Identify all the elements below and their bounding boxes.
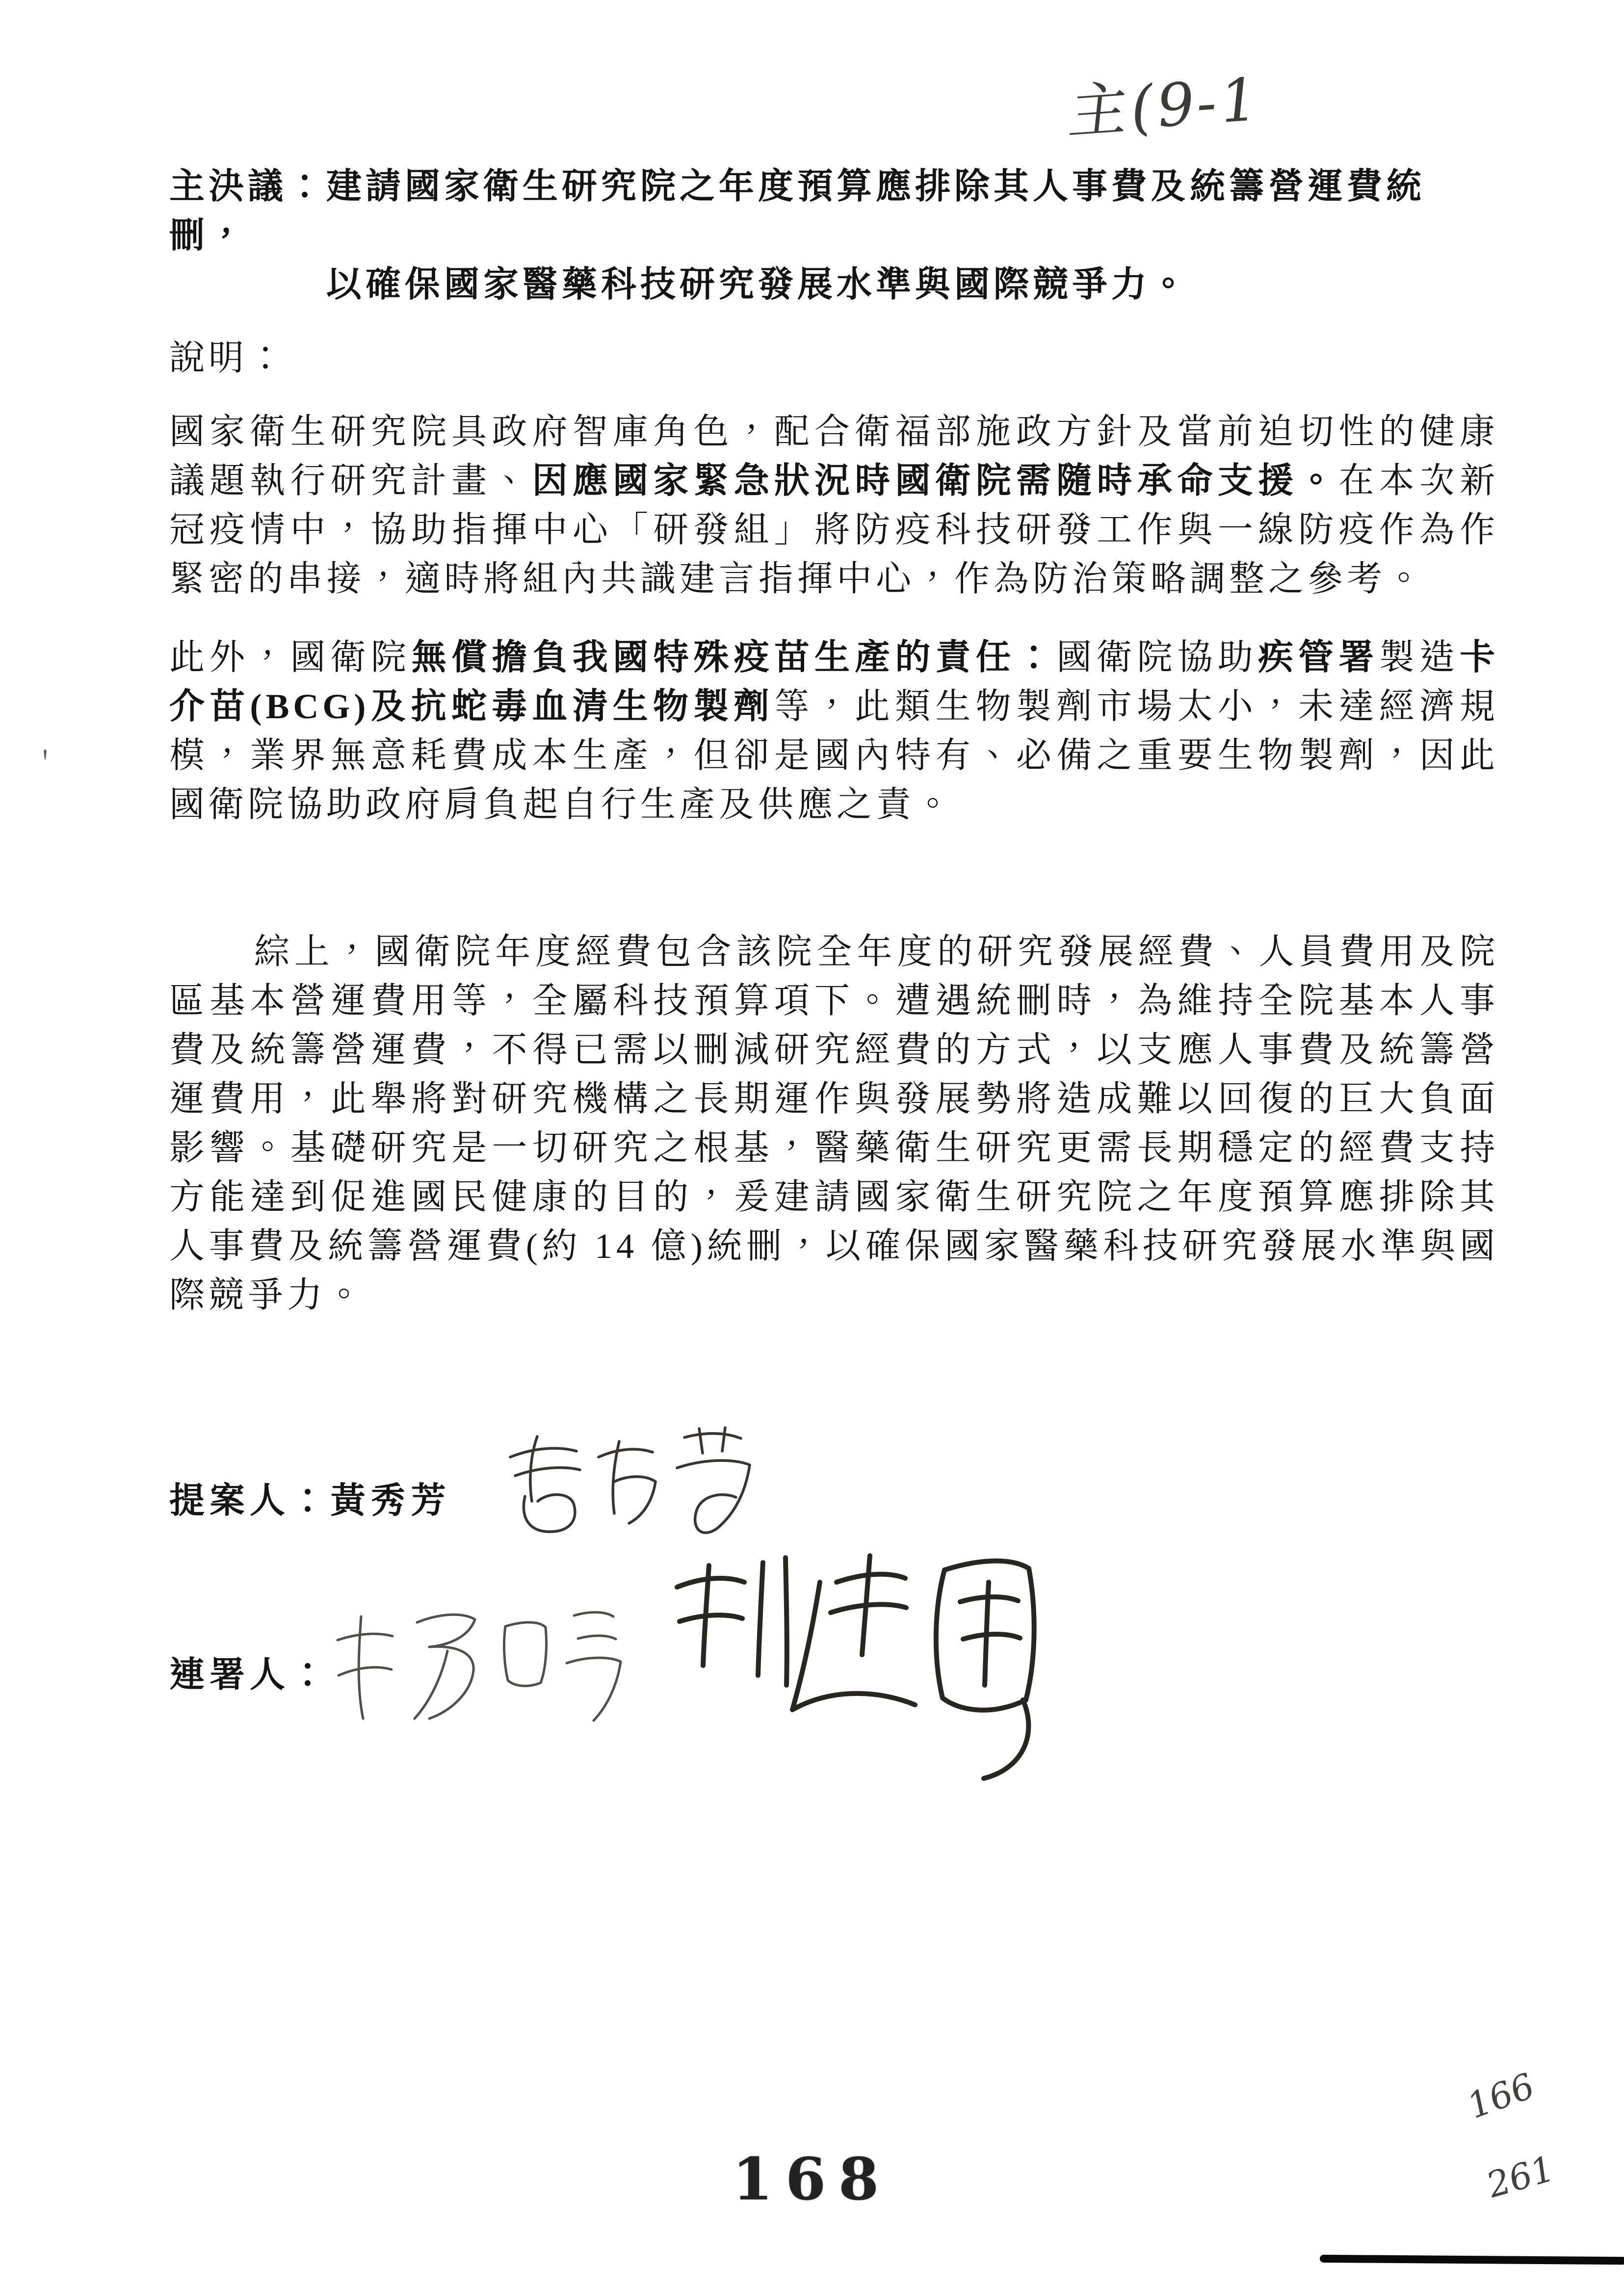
explanation-label: 說明：: [169, 339, 288, 378]
text-segment: 等，此類生物製劑市場太小，未達經濟規模，業界無意耗費成本生產，但卻是國內特有、必備之重要生物製劑，因此國衛院協助政府肩負起自行生產及供應之責。: [169, 687, 1499, 824]
resolution-label: 主決議：: [169, 167, 327, 206]
stray-scan-mark: ＇: [30, 747, 60, 782]
cosigner-signature-yang-yao: [319, 1592, 633, 1739]
text-segment: 製造: [1379, 638, 1460, 677]
resolution-line-1: [169, 162, 1499, 260]
resolution-heading: [169, 162, 1499, 309]
resolution-text-line2: 以確保國家醫藥科技研究發展水準與國際競爭力。: [326, 265, 1190, 304]
text-segment: 無償擔負我國特殊疫苗生產的責任：: [411, 638, 1057, 677]
text-segment: 此外，國衛院: [169, 638, 412, 677]
page-number-stamp: 168: [732, 2145, 892, 2213]
resolution-text-line1: 建請國家衛生研究院之年度預算應排除其人事費及統籌營運費統刪，: [169, 167, 1426, 255]
cosigner-signature-liu-chien-kuo: [630, 1523, 1062, 1798]
handwritten-annotation-bottom-right-bottom: 261: [1485, 2147, 1556, 2207]
scan-artifact-line: [1320, 2255, 1624, 2265]
text-segment: 國衛院協助: [1056, 638, 1258, 677]
handwritten-annotation-bottom-right-top: 166: [1465, 2064, 1537, 2128]
proposer-label: 提案人：: [169, 1481, 331, 1520]
text-segment: 國家衛生研究院具政府智庫角色，配合衛福部施政方針及當前迫切性的健康議題執行研究計畫、: [169, 412, 1499, 500]
document-content: [169, 162, 1499, 1349]
text-segment: 綜上，國衛院年度經費包含該院全年度的研究發展經費、人員費用及院區基本營運費用等，全屬科技預算項下。遭遇統刪時，為維持全院基本人事費及統籌營運費，不得已需以刪減研究經費的方式，以支應人事費及統籌營運費用，此舉將對研究機構之長期運作與發展勢將造成難以回復的巨大負面影響。基礎研究是一切研究之根基，醫藥衛生研究更需長期穩定的經費支持方能達到促進國民健康的目的，爰建請國家衛生研究院之年度預算應排除其人事費及統籌營運費(約 14 億)統刪，以確保國家醫藥科技研究發展水準與國際競爭力。: [169, 932, 1499, 1315]
text-segment: 因應國家緊急狀況時國衛院需隨時承命支援。: [532, 461, 1339, 500]
cosigner-label: 連署人：: [169, 1655, 331, 1695]
proposer-name: 黃秀芳: [330, 1481, 451, 1520]
paragraph-2: [169, 633, 1499, 829]
handwritten-annotation-top-right: 主(9-1: [1065, 65, 1264, 148]
proposer-row: [169, 1472, 451, 1523]
paragraph-3: [169, 927, 1499, 1320]
paragraph-1: [169, 407, 1499, 603]
text-segment: 疾管署: [1258, 638, 1379, 677]
text-segment: 卡介苗(BCG)及抗蛇毒血清生物製劑: [169, 638, 1499, 726]
cosigner-row: [169, 1646, 330, 1697]
text-segment: 在本次新冠疫情中，協助指揮中心「研發組」將防疫科技研發工作與一線防疫作為作緊密的串接，適時將組內共識建言指揮中心，作為防治策略調整之參考。: [169, 461, 1499, 599]
